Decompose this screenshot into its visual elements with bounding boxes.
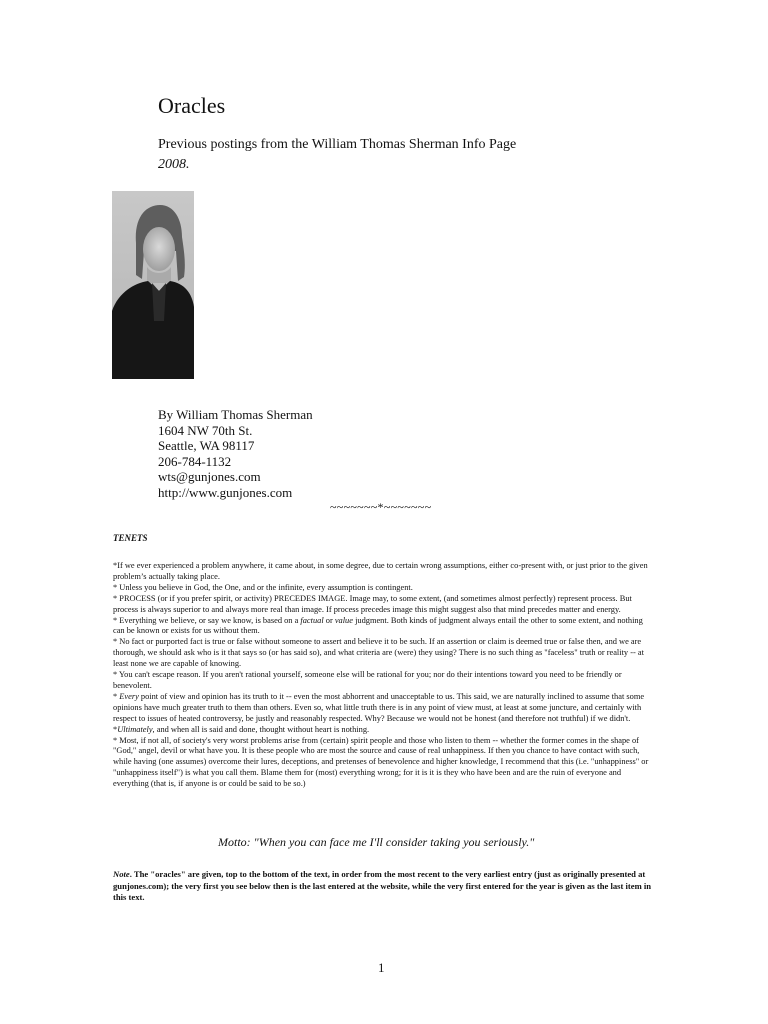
author-portrait-photo [112,191,194,379]
tenet-text: , and when all is said and done, thought without heart is nothing. [152,724,370,734]
tenet-text: or [323,615,335,625]
tenet-paragraph: * Unless you believe in God, the One, and or the infinite, every assumption is contingent. [113,582,413,592]
contact-block [158,407,313,500]
tenets-list [113,561,653,790]
email-link[interactable]: wts@gunjones.com [158,469,261,484]
tenet-emphasis: Every [119,691,139,701]
tenet-paragraph: * PROCESS (or if you prefer spirit, or activity) PRECEDES IMAGE. Image may, to some extent, (and sometimes almost perfectly) represent process. But process is always superior to and always more real than image. If process precedes image this might suggest also that mind precedes matter and energy. [113,593,632,614]
tenet-paragraph [113,725,653,736]
tenet-paragraph: * You can't escape reason. If you aren't rational yourself, someone else will be rational for you; nor do their intentions toward you need to be friendly or benevolent. [113,670,622,690]
tenet-paragraph [113,616,653,638]
tenet-emphasis: factual [300,615,324,625]
city-state-zip: Seattle, WA 98117 [158,438,255,453]
tenet-text: point of view and opinion has its truth to it -- even the most abhorrent and unacceptable to us. This said, we are naturally inclined to assume that some opinions have much greater truth to them than others. Even so, what little truth there is in any point of view must, at least at some juncture, and certainly with respect to issues of heated controversy, be justly and reasonably respected. Why? Because we would not be honest (and therefore not truthful) if we didn't. [113,691,645,723]
note-text: . The "oracles" are given, top to the bottom of the text, in order from the most recent to the very earliest entry (just as originally presented at gunjones.com); the very first you see below then is the last entered at the website, while the very first entered for the year is given as the last item in this text. [113,869,652,902]
page-number: 1 [378,960,385,975]
note-paragraph [113,869,653,904]
motto-line: Motto: "When you can face me I'll consider taking you seriously." [218,835,535,849]
tenet-paragraph: * Most, if not all, of society's very worst problems arise from (certain) spirit people and those who listen to them -- whether the former comes in the shape of "God," angel, devil or what have you. It is these people who are most the source and cause of real unhappiness. If then you chance to have contact with such, while having (one assumes) overcome their lures, deceptions, and pretenses of benevolence and higher knowledge, I recommend that this (i.e. "unhappiness" or "unhappiness itself") is what you call them. Blame them for (most) everything wrong; for it is it is they who have been and are the ruin of everyone and everything (that is, if anyone is or could be said to be so.) [113,735,649,789]
phone-number: 206-784-1132 [158,453,232,469]
tenets-heading: TENETS [113,533,148,543]
tenet-paragraph: *If we ever experienced a problem anywhere, it came about, in some degree, due to certain wrong assumptions, either co-present with, or just prior to the given problem’s actually taking place. [113,561,648,581]
tenet-text: * Everything we believe, or say we know, is based on a [113,615,301,625]
tenet-paragraph: * No fact or purported fact is true or false without someone to assert and believe it to be such. If an assertion or claim is deemed true or false then, and we are thorough, we should ask who is it that says so (or has said so), and what criteria are (were) they using? There is no such thing as "faceless" truth or reality -- at least none we are capable of knowing. [113,637,644,669]
tenet-text: judgment. Both kinds of judgment always entail the other to some extent, and nothing can be known or exists for us without them. [113,615,643,636]
street-address: 1604 NW 70th St. [158,422,253,438]
tenet-text: * [113,724,118,734]
tenet-emphasis: value [334,615,353,625]
year-label: 2008. [158,157,190,172]
page-title: Oracles [158,93,226,118]
tenet-text: * [113,691,120,701]
tenet-emphasis: Ultimately [117,724,153,734]
page-subtitle: Previous postings from the William Thomas Sherman Info Page [158,137,517,152]
website-link[interactable]: http://www.gunjones.com [158,484,293,500]
note-label: Note [113,869,130,879]
section-divider: ~~~~~~~*~~~~~~~ [330,500,432,514]
author-byline: By William Thomas Sherman [158,407,313,422]
tenet-paragraph [113,692,653,725]
